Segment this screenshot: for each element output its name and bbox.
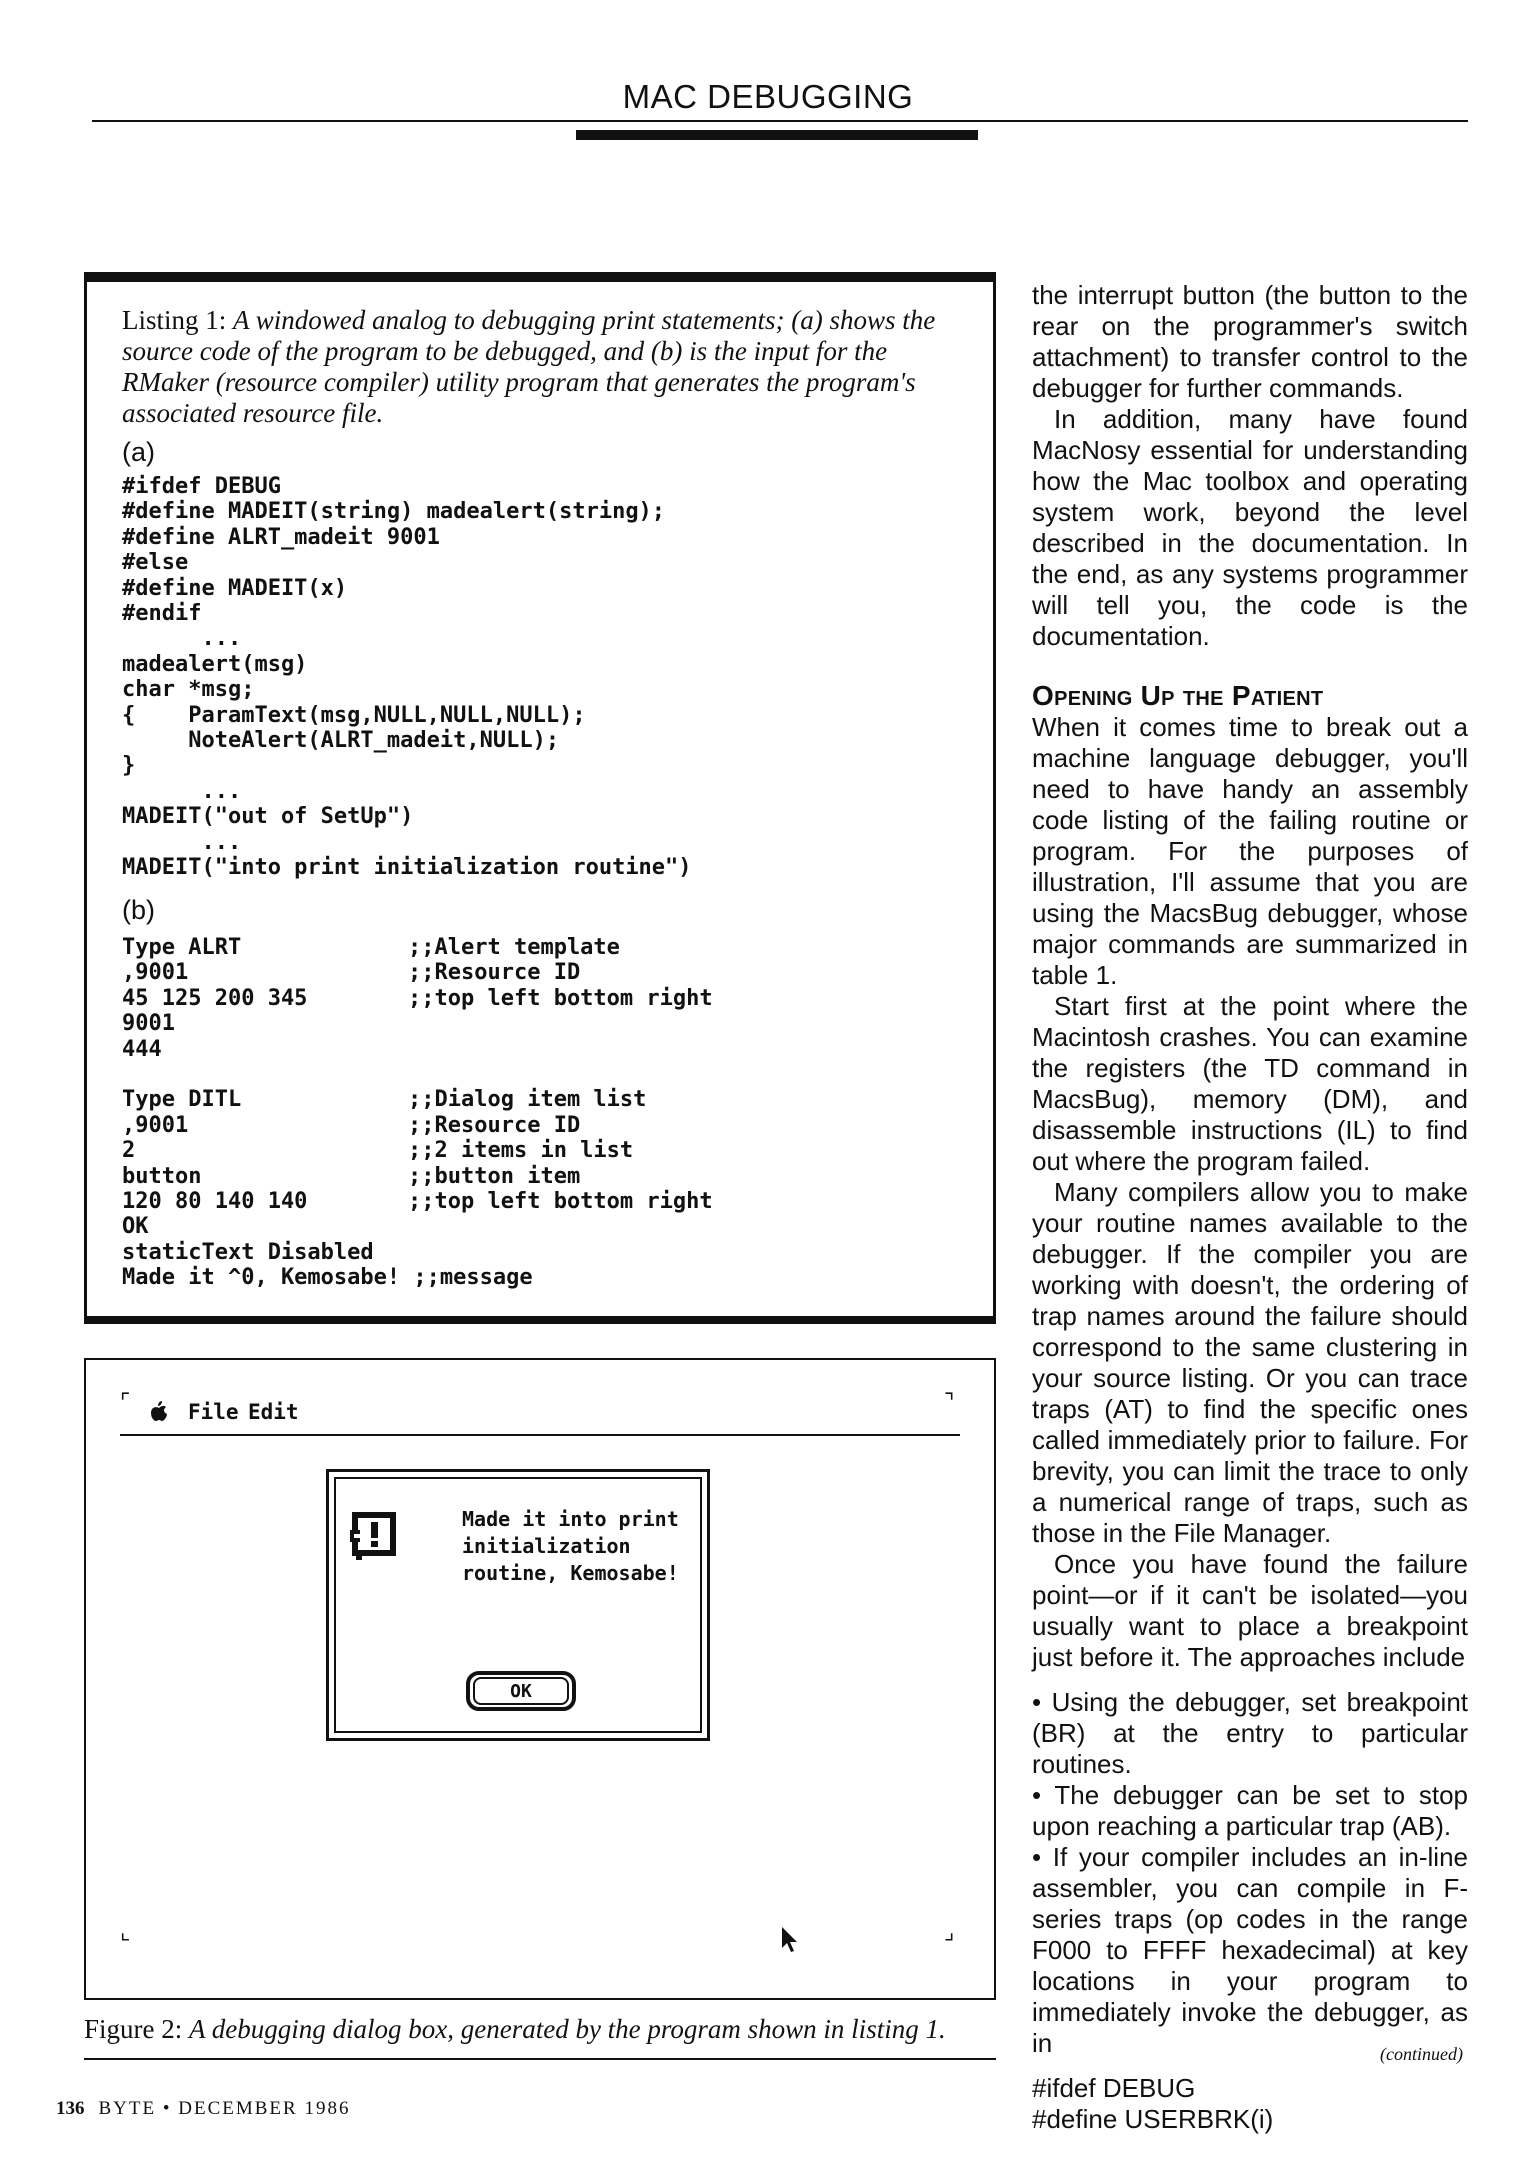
listing-part-a-label: (a) xyxy=(122,437,155,467)
listing-part-b-label: (b) xyxy=(122,895,155,925)
ok-button-label: OK xyxy=(473,1677,569,1705)
menu-file[interactable]: File xyxy=(188,1400,239,1424)
listing-caption-lead: Listing 1: xyxy=(122,305,227,335)
menubar-rule xyxy=(120,1434,960,1436)
paragraph-1: the interrupt button (the button to the rear on the programmer's switch attachment) to transfer control to the debugger for further commands. xyxy=(1032,280,1468,403)
article-column xyxy=(1032,280,1468,2135)
alert-message: Made it into print initialization routine, Kemosabe! xyxy=(462,1507,679,1585)
running-head: MAC DEBUGGING xyxy=(622,78,914,115)
listing-caption xyxy=(122,305,962,429)
section-heading: Opening Up the Patient xyxy=(1032,680,1324,711)
listing-part-b-comments: ;;Alert template ;;Resource ID ;;top left bottom right ;;Dialog item list ;;Resource ID ;;2 items in list ;;button item ;;top left bottom right xyxy=(408,935,713,1215)
note-alert-icon xyxy=(350,1510,398,1560)
arrow-cursor-icon xyxy=(780,1926,800,1954)
corner-mark-top-left-icon: ⌜ xyxy=(120,1390,131,1415)
paragraph-6: Once you have found the failure point—or if it can't be isolated—you usually want to place a breakpoint just before it. The approaches include xyxy=(1032,1549,1468,1672)
menu-edit[interactable]: Edit xyxy=(248,1400,299,1424)
code-fragment: #ifdef DEBUG #define USERBRK(i) xyxy=(1032,2073,1274,2134)
header-bar xyxy=(576,130,978,140)
figure-caption-text: A debugging dialog box, generated by the program shown in listing 1. xyxy=(189,2014,946,2044)
list-item: • The debugger can be set to stop upon reaching a particular trap (AB). xyxy=(1032,1780,1468,1842)
header-rule xyxy=(92,120,1468,122)
continued-note: (continued) xyxy=(1380,2044,1463,2064)
figure-caption-lead: Figure 2: xyxy=(84,2014,183,2044)
figure-caption xyxy=(84,2014,996,2045)
paragraph-4: Start first at the point where the Macintosh crashes. You can examine the registers (the TD command in MacsBug), memory (DM), and disassemble instructions (IL) to find out where the program failed. xyxy=(1032,991,1468,1176)
figure-rule xyxy=(84,2058,996,2060)
listing-caption-text: A windowed analog to debugging print statements; (a) shows the source code of the program to be debugged, and (b) is the input for the RMaker (resource compiler) utility program that generates the program's associated resource file. xyxy=(122,305,936,428)
listing-part-a-code: #ifdef DEBUG #define MADEIT(string) madealert(string); #define ALRT_madeit 9001 #else #define MADEIT(x) #endif ... madealert(msg) char *msg; { ParamText(msg,NULL,NULL,NULL); NoteAlert(ALRT_madeit,NULL); } ... MADEIT("out of SetUp") ... MADEIT("into print initialization routine") xyxy=(122,474,692,881)
list-item: • If your compiler includes an in-line assembler, you can compile in F-series traps (op codes in the range F000 to FFFF hexadecimal) at key locations in your program to immediately invoke the debugger, as in xyxy=(1032,1842,1468,2059)
paragraph-2: In addition, many have found MacNosy essential for understanding how the Mac toolbox and operating system work, beyond the level described in the documentation. In the end, as any systems programmer will tell you, the code is the documentation. xyxy=(1032,404,1468,651)
corner-mark-bottom-left-icon: ⌞ xyxy=(120,1920,131,1945)
listing-part-b-code: Type ALRT ,9001 45 125 200 345 9001 444 Type DITL ,9001 2 button 120 80 140 140 OK staticText Disabled Made it ^0, Kemosabe! ;;message xyxy=(122,935,533,1291)
ok-button[interactable] xyxy=(466,1671,576,1711)
apple-menu-icon[interactable] xyxy=(150,1400,168,1428)
footer xyxy=(56,2098,350,2120)
list-item: • Using the debugger, set breakpoint (BR) at the entry to particular routines. xyxy=(1032,1687,1468,1780)
magazine-issue: BYTE • DECEMBER 1986 xyxy=(98,2098,351,2119)
corner-mark-top-right-icon: ⌝ xyxy=(944,1390,955,1415)
page-number: 136 xyxy=(56,2098,85,2119)
approach-list xyxy=(1032,1687,1468,2059)
corner-mark-bottom-right-icon: ⌟ xyxy=(944,1920,955,1945)
paragraph-3: When it comes time to break out a machine language debugger, you'll need to have handy an assembly code listing of the failing routine or program. For the purposes of illustration, I'll assume that you are using the MacsBug debugger, whose major commands are summarized in table 1. xyxy=(1032,712,1468,990)
paragraph-5: Many compilers allow you to make your routine names available to the debugger. If the compiler you are working with doesn't, the ordering of trap names around the failure should correspond to the same clustering in your source listing. Or you can trace traps (AT) to find the specific ones called immediately prior to failure. For brevity, you can limit the trace to only a numerical range of traps, such as those in the File Manager. xyxy=(1032,1177,1468,1548)
